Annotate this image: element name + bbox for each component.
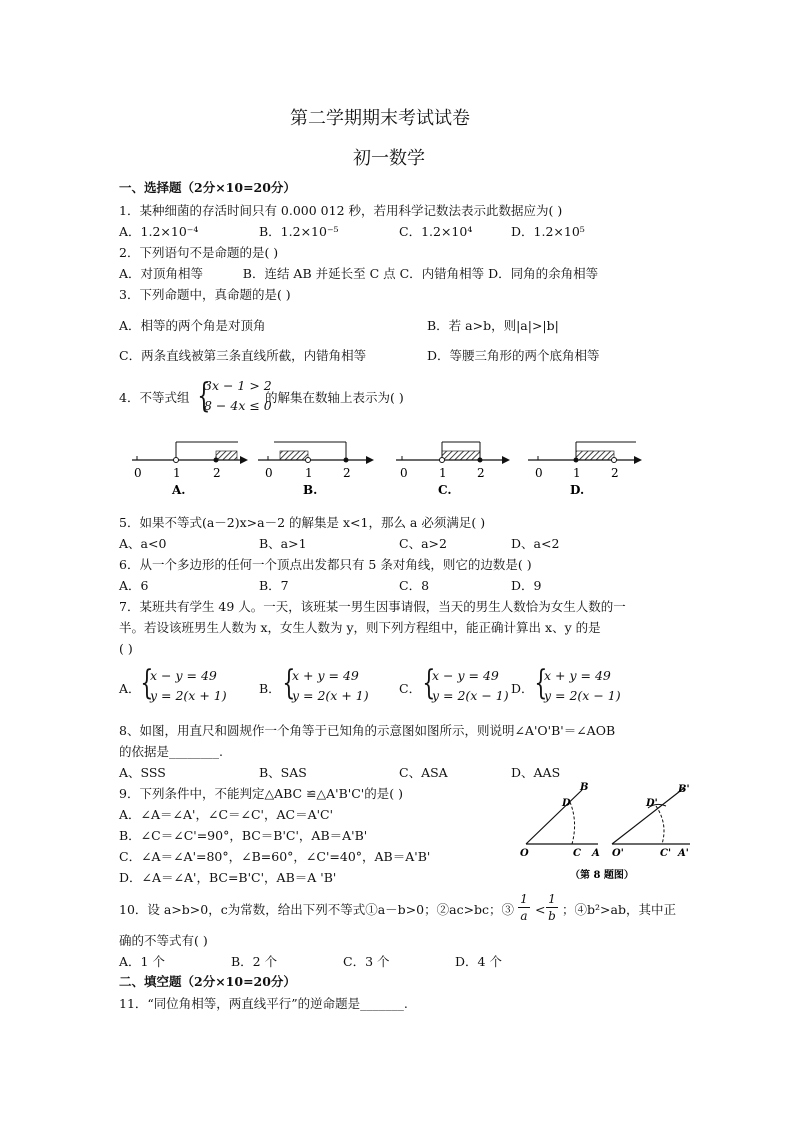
point-b: B [580,782,589,793]
question-3-option-d: D．等腰三角形的两个底角相等 [427,348,600,363]
tick-0: 0 [535,466,543,480]
section-heading-fill-in: 二、填空题（2分×10=20分） [119,974,296,989]
question-7-line-2: 半。若设该班男生人数为 x，女生人数为 y，则下列方程组中，能正确计算出 x、y 的是 [119,620,601,635]
tick-1: 1 [439,466,447,480]
label-a: A. [172,483,186,497]
fraction-denominator: a [520,909,528,923]
tick-1: 1 [173,466,181,480]
question-4-suffix: 的解集在数轴上表示为( ) [265,390,404,405]
tick-0: 0 [134,466,142,480]
question-7-option-b-label: B． [259,681,281,696]
system-line-2: y = 2(x + 1) [292,688,369,703]
number-lines-figure [120,432,660,500]
tick-2: 2 [213,466,221,480]
question-7-option-a-label: A． [119,681,141,696]
question-3-stem: 3．下列命题中，真命题的是( ) [119,287,291,302]
figure-8-diagram [518,782,698,884]
point-c-prime: C' [660,848,672,859]
question-8-line-1: 8、如图，用直尺和圆规作一个角等于已知角的示意图如图所示，则说明∠A'O'B'＝∠AOB [119,723,616,738]
system-line-2: y = 2(x − 1) [432,688,509,703]
figure-8-caption: （第 8 题图） [570,870,634,881]
question-4-prefix: 4．不等式组 [119,390,190,405]
question-1-option-d: D．1.2×10⁵ [511,224,585,239]
number-line-a [132,442,248,497]
point-c: C [573,848,581,859]
page-subtitle: 初一数学 [353,148,425,169]
question-6-stem: 6．从一个多边形的任何一个顶点出发都只有 5 条对角线，则它的边数是( ) [119,557,532,572]
brace-symbol: { [282,663,296,703]
question-6-option-d: D．9 [511,578,542,593]
question-5-option-d: D、a<2 [511,536,560,551]
question-9-stem: 9．下列条件中，不能判定△ABC ≌△A'B'C'的是( ) [119,786,403,801]
question-11-stem: 11．“同位角相等，两直线平行”的逆命题是_______. [119,996,408,1011]
tick-2: 2 [477,466,485,480]
question-8-line-2: 的依据是________. [119,744,223,759]
question-10-part-1: 10．设 a>b>0，c为常数，给出下列不等式①a－b>0；②ac>bc；③ [119,902,515,917]
question-5-stem: 5．如果不等式(a－2)x>a－2 的解集是 x<1，那么 a 必须满足( ) [119,515,486,530]
question-10-option-c: C．3 个 [343,954,390,969]
question-8-option-a: A、SSS [119,765,166,780]
question-9-option-c: C．∠A＝∠A'=80°，∠B=60°，∠C'=40°，AB＝A'B' [119,849,431,864]
brace-symbol: { [422,663,436,703]
fraction-numerator: 1 [548,892,556,906]
system-line-1: x + y = 49 [292,668,359,683]
question-3-option-a: A．相等的两个角是对顶角 [119,318,266,333]
number-line-b [258,442,374,497]
question-5-option-c: C、a>2 [399,536,447,551]
question-8-option-c: C、ASA [399,765,448,780]
system-line-1: x − y = 49 [432,668,499,683]
question-10-part-2: ；④b²>ab，其中正 [562,902,676,917]
question-2-stem: 2．下列语句不是命题的是( ) [119,245,279,260]
system-line-2: y = 2(x + 1) [150,688,227,703]
tick-2: 2 [343,466,351,480]
tick-0: 0 [265,466,273,480]
question-1-option-c: C．1.2×10⁴ [399,224,473,239]
brace-symbol: { [534,663,548,703]
question-8-option-b: B、SAS [259,765,307,780]
fraction-1-over-a [518,892,530,923]
question-3-option-c: C．两条直线被第三条直线所截，内错角相等 [119,348,367,363]
fraction-denominator: b [548,909,556,923]
question-1-stem: 1．某种细菌的存活时间只有 0.000 012 秒，若用科学记数法表示此数据应为( ) [119,203,563,218]
angle-a-prime-o-prime-b-prime [612,784,690,859]
system-line-1: x + y = 49 [544,668,611,683]
point-a: A [592,848,600,859]
tick-0: 0 [400,466,408,480]
question-1-option-a: A．1.2×10⁻⁴ [119,224,199,239]
point-d: D [562,798,571,809]
less-than-sign: < [535,902,546,917]
question-2-options: A．对顶角相等 B．连结 AB 并延长至 C 点 C．内错角相等 D．同角的余角相等 [119,266,599,281]
question-10-option-d: D．4 个 [455,954,502,969]
question-7-line-3: ( ) [119,641,133,656]
system-line-2: y = 2(x − 1) [544,688,621,703]
question-10-option-b: B．2 个 [231,954,278,969]
question-6-option-c: C．8 [399,578,430,593]
question-10-line-2: 确的不等式有( ) [119,933,208,948]
question-9-option-d: D．∠A＝∠A'，BC=B'C'，AB＝A 'B' [119,870,337,885]
label-d: D. [570,483,585,497]
question-1-option-b: B．1.2×10⁻⁵ [259,224,339,239]
tick-1: 1 [573,466,581,480]
question-6-option-a: A．6 [119,578,149,593]
brace-symbol: { [197,376,211,416]
label-c: C. [438,483,452,497]
point-a-prime: A' [678,848,689,859]
fraction-numerator: 1 [520,892,528,906]
angle-aob [520,782,600,859]
system-line-2: 8 − 4x ≤ 0 [204,398,272,413]
question-10-option-a: A．1 个 [119,954,165,969]
fraction-1-over-b [546,892,558,923]
tick-1: 1 [305,466,313,480]
point-b-prime: B' [678,784,690,795]
section-heading-choice: 一、选择题（2分×10=20分） [119,180,296,195]
system-line-1: 3x − 1 > 2 [204,378,272,393]
question-9-option-b: B．∠C＝∠C'=90°，BC＝B'C'，AB＝A'B' [119,828,368,843]
question-7-option-d-label: D． [511,681,534,696]
question-5-option-b: B、a>1 [259,536,307,551]
system-line-1: x − y = 49 [150,668,217,683]
page-title: 第二学期期末考试试卷 [290,108,470,129]
question-3-option-b: B．若 a>b，则|a|>|b| [427,318,559,333]
point-d-prime: D' [646,798,658,809]
brace-symbol: { [140,663,154,703]
question-9-option-a: A．∠A＝∠A'，∠C＝∠C'，AC＝A'C' [119,807,334,822]
question-8-option-d: D、AAS [511,765,561,780]
number-line-d [528,442,642,497]
tick-2: 2 [611,466,619,480]
point-o-prime: O' [612,848,624,859]
point-o: O [520,848,529,859]
question-7-line-1: 7．某班共有学生 49 人。一天，该班某一男生因事请假，当天的男生人数恰为女生人数的一 [119,599,626,614]
question-7-option-c-label: C． [399,681,422,696]
question-6-option-b: B．7 [259,578,289,593]
number-line-c [396,442,510,497]
label-b: B. [303,483,318,497]
question-5-option-a: A、a<0 [119,536,167,551]
